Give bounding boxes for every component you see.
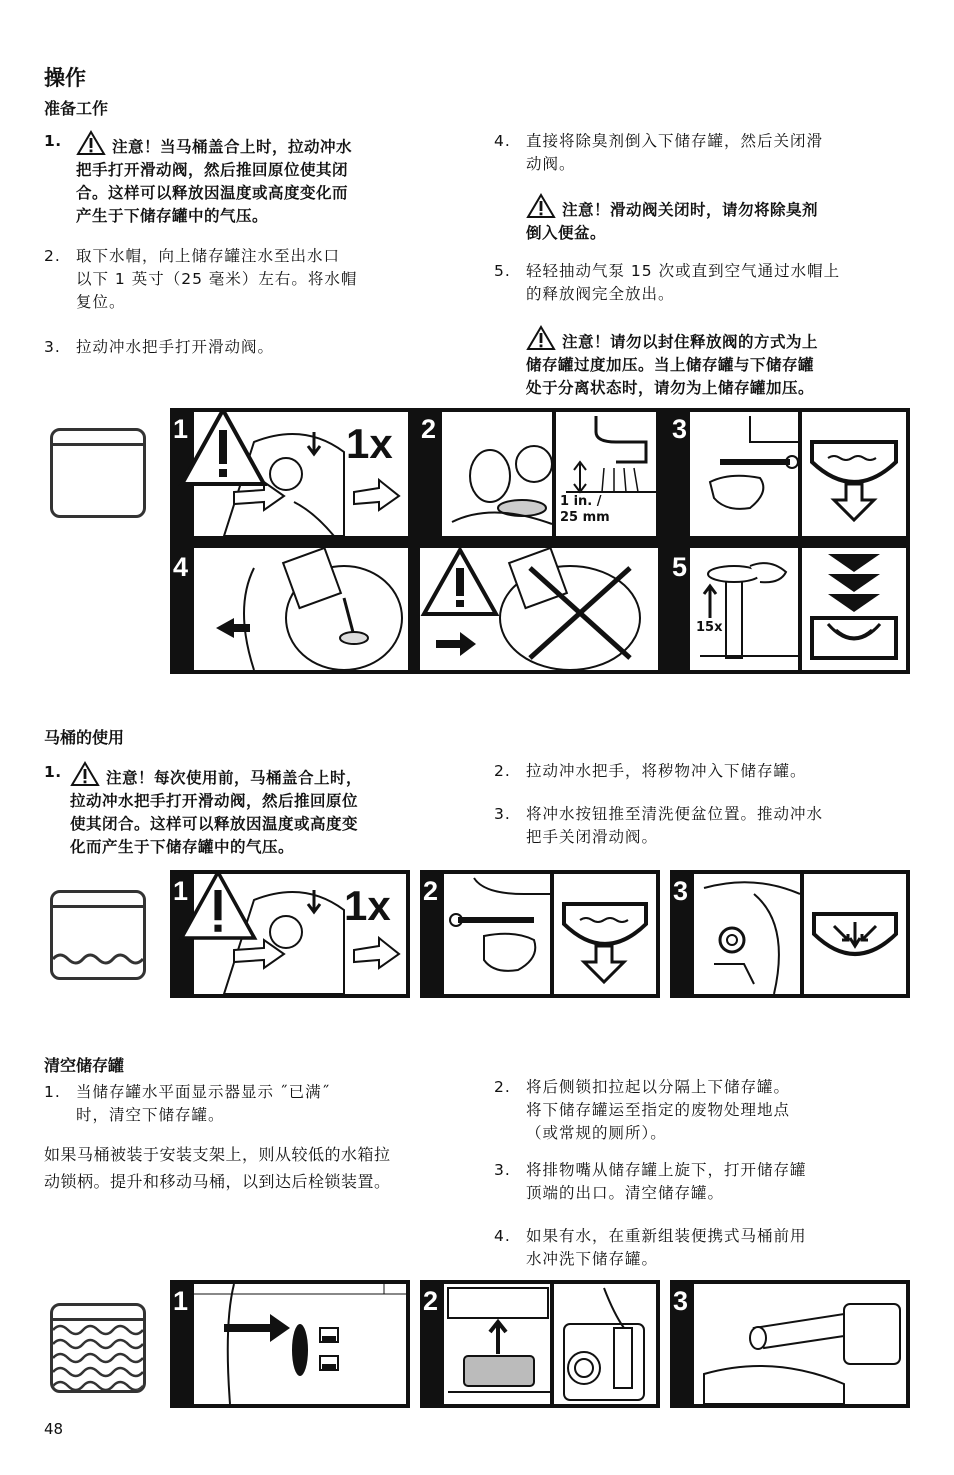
item-line: 时，清空下储存罐。	[76, 1106, 225, 1124]
note-line: 动锁柄。提升和移动马桶，以到达后栓锁装置。	[44, 1172, 391, 1191]
use-figure-2	[420, 870, 660, 998]
warning-icon	[178, 870, 258, 942]
item-line: 注意！当马桶盖合上时，拉动冲水	[112, 138, 353, 156]
page-title: 操作	[44, 66, 86, 90]
warning-icon	[70, 761, 100, 787]
item-number: 4.	[494, 132, 511, 150]
item-line: 如果有水，在重新组装便携式马桶前用	[526, 1227, 807, 1245]
warning-icon	[526, 193, 556, 219]
item-line: 的释放阀完全放出。	[526, 285, 675, 303]
item-line: 将后侧锁扣拉起以分隔上下储存罐。	[526, 1078, 791, 1096]
item-line: 将排物嘴从储存罐上旋下，打开储存罐	[526, 1161, 807, 1179]
item-number: 2.	[494, 1078, 511, 1096]
item-line: 把手关闭滑动阀。	[526, 828, 659, 846]
tank-level-partial-icon	[50, 890, 146, 980]
section-heading-use: 马桶的使用	[44, 728, 125, 747]
panel-number: 4	[173, 552, 189, 582]
panel-number: 2	[423, 1286, 439, 1316]
panel-2b	[556, 412, 656, 536]
measure-line: 1 in. /	[560, 494, 602, 509]
item-line: （或常规的厕所）。	[526, 1124, 667, 1142]
panel-number: 3	[672, 414, 688, 444]
item-line: 化而产生于下储存罐中的气压。	[70, 838, 295, 856]
panel-3	[694, 1284, 906, 1404]
panel-number: 2	[421, 414, 437, 444]
tank-level-full-icon	[50, 1303, 146, 1393]
item-number: 3.	[44, 338, 61, 356]
item-line: 顶端的出口。清空储存罐。	[526, 1184, 725, 1202]
item-line: 拉动冲水把手打开滑动阀。	[76, 338, 275, 356]
item-line: 注意！每次使用前，马桶盖合上时，	[106, 769, 363, 787]
panel-5a	[690, 548, 798, 670]
warning-line: 储存罐过度加压。当上储存罐与下储存罐	[526, 356, 815, 374]
item-line: 拉动冲水把手，将秽物冲入下储存罐。	[526, 762, 807, 780]
section-heading-prep: 准备工作	[44, 99, 109, 118]
panel-3a	[694, 874, 800, 994]
warning-line: 注意！滑动阀关闭时，请勿将除臭剂	[562, 201, 819, 219]
panel-number: 3	[673, 876, 689, 906]
empty-figure-3	[670, 1280, 910, 1408]
panel-2b	[554, 1284, 656, 1404]
warning-icon	[76, 130, 106, 156]
item-number: 1.	[44, 132, 62, 150]
panel-number: 1	[173, 414, 189, 444]
item-line: 将下储存罐运至指定的废物处理地点	[526, 1101, 791, 1119]
panel-number: 5	[672, 552, 688, 582]
warning-icon	[178, 408, 268, 488]
item-line: 以下 1 英寸（25 毫米）左右。将水帽	[76, 270, 358, 288]
item-line: 拉动冲水把手打开滑动阀，然后推回原位	[70, 792, 359, 810]
mounting-note	[44, 1141, 474, 1195]
note-line: 如果马桶被装于安装支架上，则从较低的水箱拉	[44, 1145, 391, 1164]
panel-2a	[442, 412, 552, 536]
panel-number: 1	[173, 1286, 189, 1316]
measure-line: 25 mm	[560, 510, 610, 525]
item-line: 当储存罐水平面显示器显示 ˝已满˝	[76, 1083, 331, 1101]
use-figure-1	[170, 870, 410, 998]
item-number: 5.	[494, 262, 511, 280]
item-line: 取下水帽，向上储存罐注水至出水口	[76, 247, 341, 265]
tank-level-empty-icon	[50, 428, 146, 518]
page-number: 48	[44, 1420, 64, 1438]
item-line: 使其闭合。这样可以释放因温度或高度变	[70, 815, 359, 833]
panel-number: 1	[173, 876, 189, 906]
item-number: 2.	[44, 247, 61, 265]
panel-5b	[802, 548, 906, 670]
panel-3a	[690, 412, 798, 536]
panel-1	[194, 1284, 406, 1404]
item-line: 轻轻抽动气泵 15 次或直到空气通过水帽上	[526, 262, 841, 280]
item-line: 合。这样可以释放因温度或高度变化而	[76, 184, 349, 202]
repeat-badge: 1x	[346, 420, 393, 467]
item-number: 3.	[494, 805, 511, 823]
panel-number: 2	[423, 876, 439, 906]
pump-count-label: 15x	[696, 620, 723, 635]
warning-line: 倒入便盆。	[526, 224, 607, 242]
use-figure-3	[670, 870, 910, 998]
panel-2a	[444, 874, 550, 994]
panel-2b	[554, 874, 656, 994]
item-number: 3.	[494, 1161, 511, 1179]
panel-3b	[804, 874, 906, 994]
item-number: 1.	[44, 1083, 61, 1101]
panel-number: 3	[673, 1286, 689, 1316]
item-line: 动阀。	[526, 155, 576, 173]
panel-3b	[802, 412, 906, 536]
item-line: 将冲水按钮推至清洗便盆位置。推动冲水	[526, 805, 824, 823]
panel-4a	[194, 548, 408, 670]
item-number: 2.	[494, 762, 511, 780]
item-line: 复位。	[76, 293, 126, 311]
warning-line: 处于分离状态时，请勿为上储存罐加压。	[526, 379, 815, 397]
empty-figure-1	[170, 1280, 410, 1408]
item-line: 水冲洗下储存罐。	[526, 1250, 659, 1268]
prep-figure	[170, 408, 910, 674]
empty-figure-2	[420, 1280, 660, 1408]
warning-line: 注意！请勿以封住释放阀的方式为上	[562, 333, 819, 351]
item-number: 4.	[494, 1227, 511, 1245]
warning-icon	[526, 325, 556, 351]
measure-label	[560, 494, 610, 526]
panel-4b	[420, 548, 658, 670]
item-line: 直接将除臭剂倒入下储存罐，然后关闭滑	[526, 132, 824, 150]
panel-2a	[444, 1284, 550, 1404]
item-number: 1.	[44, 763, 62, 781]
item-line: 产生于下储存罐中的气压。	[76, 207, 269, 225]
section-heading-empty: 清空储存罐	[44, 1056, 125, 1075]
repeat-badge: 1x	[344, 882, 391, 929]
item-line: 把手打开滑动阀，然后推回原位使其闭	[76, 161, 349, 179]
